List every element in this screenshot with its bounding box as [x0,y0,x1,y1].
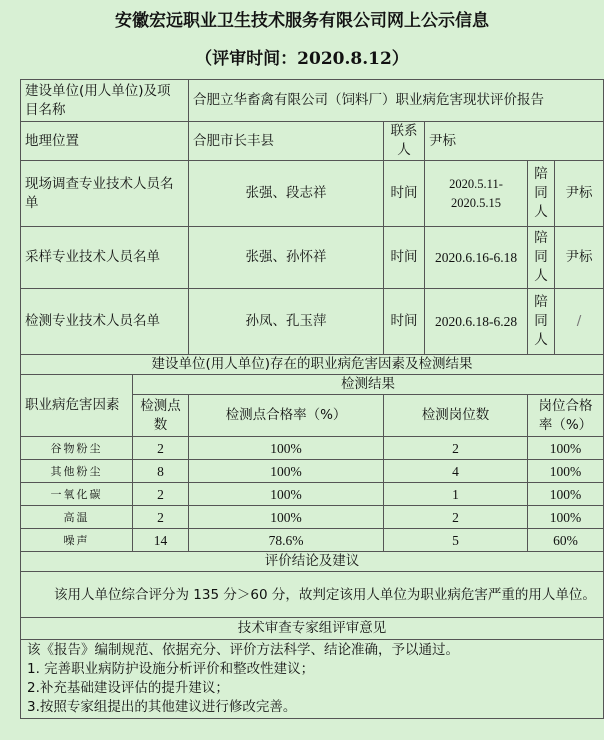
points-value: 8 [133,460,189,483]
table-row [21,529,604,552]
staff-names: 张强、段志祥 [189,161,384,227]
location-label: 地理位置 [21,122,189,161]
points-value: 2 [133,437,189,460]
posts-value: 5 [384,529,528,552]
contact-label: 联系人 [384,122,425,161]
conclusion-section-row [21,552,604,572]
column-header: 岗位合格率（%） [528,395,604,437]
results-header: 检测结果 [133,375,604,395]
expert-section-title: 技术审查专家组评审意见 [21,618,604,640]
accompany-value: 尹标 [555,227,604,289]
table-row [21,460,604,483]
time-value: 2020.6.18-6.28 [425,289,528,355]
disclosure-table [20,79,604,719]
table-row [21,506,604,529]
post-rate-value: 100% [528,460,604,483]
staff-label: 检测专业技术人员名单 [21,289,189,355]
expert-line: 该《报告》编制规范、依据充分、评价方法科学、结论准确，予以通过。 [27,642,459,658]
accompany-label: 陪同人 [528,289,555,355]
detection-header-row [21,375,604,395]
point-rate-value: 100% [189,506,384,529]
location-value: 合肥市长丰县 [189,122,384,161]
staff-names: 孙凤、孔玉萍 [189,289,384,355]
factor-name: 高温 [21,506,133,529]
staff-label: 现场调查专业技术人员名单 [21,161,189,227]
post-rate-value: 60% [528,529,604,552]
factor-header: 职业病危害因素 [21,375,133,437]
contact-value: 尹标 [425,122,604,161]
accompany-value: / [555,289,604,355]
point-rate-value: 100% [189,460,384,483]
table-row [21,437,604,460]
table-row [21,483,604,506]
factor-name: 一氧化碳 [21,483,133,506]
conclusion-row [21,572,604,618]
staff-label: 采样专业技术人员名单 [21,227,189,289]
point-rate-value: 100% [189,483,384,506]
factor-name: 其他粉尘 [21,460,133,483]
staff-row [21,227,604,289]
posts-value: 2 [384,506,528,529]
detection-section-title: 建设单位(用人单位)存在的职业病危害因素及检测结果 [21,355,604,375]
project-name: 合肥立华畜禽有限公司（饲料厂）职业病危害现状评价报告 [189,80,604,122]
project-label: 建设单位(用人单位)及项目名称 [21,80,189,122]
column-header: 检测点数 [133,395,189,437]
project-row [21,80,604,122]
factor-name: 谷物粉尘 [21,437,133,460]
point-rate-value: 78.6% [189,529,384,552]
factor-name: 噪声 [21,529,133,552]
staff-row [21,289,604,355]
point-rate-value: 100% [189,437,384,460]
post-rate-value: 100% [528,506,604,529]
points-value: 2 [133,506,189,529]
posts-value: 2 [384,437,528,460]
detection-section-row [21,355,604,375]
time-label: 时间 [384,161,425,227]
time-value: 2020.5.11-2020.5.15 [425,161,528,227]
column-header: 检测岗位数 [384,395,528,437]
staff-names: 张强、孙怀祥 [189,227,384,289]
time-label: 时间 [384,227,425,289]
accompany-value: 尹标 [555,161,604,227]
time-value: 2020.6.16-6.18 [425,227,528,289]
column-header: 检测点合格率（%） [189,395,384,437]
accompany-label: 陪同人 [528,161,555,227]
expert-section-row [21,618,604,640]
time-label: 时间 [384,289,425,355]
page-title: 安徽宏远职业卫生技术服务有限公司网上公示信息 [115,11,489,31]
expert-line: 2.补充基础建设评估的提升建议； [27,680,229,696]
posts-value: 4 [384,460,528,483]
accompany-label: 陪同人 [528,227,555,289]
points-value: 14 [133,529,189,552]
post-rate-value: 100% [528,483,604,506]
location-row [21,122,604,161]
expert-opinion-row [21,640,604,719]
post-rate-value: 100% [528,437,604,460]
conclusion-text: 该用人单位综合评分为 135 分＞60 分，故判定该用人单位为职业病危害严重的用人单位。 [21,572,604,618]
expert-line: 1. 完善职业病防护设施分析评价和整改性建议； [27,661,315,677]
staff-row [21,161,604,227]
review-time: （评审时间：2020.8.12） [195,49,409,69]
expert-line: 3.按照专家组提出的其他建议进行修改完善。 [27,699,297,715]
points-value: 2 [133,483,189,506]
expert-opinion [21,640,604,719]
conclusion-section-title: 评价结论及建议 [21,552,604,572]
posts-value: 1 [384,483,528,506]
